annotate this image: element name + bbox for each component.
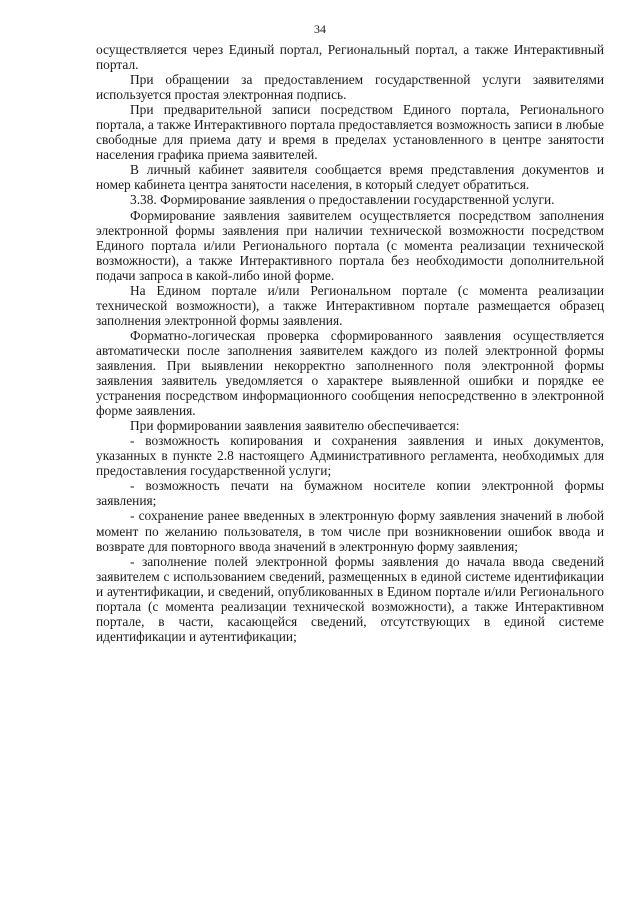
paragraph: Форматно-логическая проверка сформированного заявления осуществляется автоматически после заполнения заявителем каждого из полей электронной формы заявления. При выявлении некорректно заполненного поля электронной формы заявления заявитель уведомляется о характере выявленной ошибки и порядке ее устранения посредством информационного сообщения непосредственно в электронной форме заявления. <box>96 327 604 419</box>
list-item: - возможность копирования и сохранения заявления и иных документов, указанных в пункте 2.8 настоящего Административного регламента, необходимых для предоставления государственной услуги; <box>96 433 604 479</box>
list-item: - заполнение полей электронной формы заявления до начала ввода сведений заявителем с использованием сведений, размещенных в единой системе идентификации и аутентификации, и сведений, опубликованных в Едином портале и/или Регионального портала (с момента реализации технической возможности), а также Интерактивном портале, в части, касающейся сведений, отсутствующих в единой системе идентификации и аутентификации; <box>96 553 604 644</box>
paragraph: При формировании заявления заявителю обеспечивается: <box>130 418 460 434</box>
paragraph: В личный кабинет заявителя сообщается время представления документов и номер кабинета центра занятости населения, в который следует обратиться. <box>96 162 604 193</box>
paragraph: При предварительной записи посредством Единого портала, Регионального портала, а также Интерактивного портала предоставляется возможность записи в любые свободные для приема дату и время в пределах установленного в центре занятости населения графика приема заявителей. <box>96 102 604 163</box>
paragraph: На Едином портале и/или Региональном портале (с момента реализации технической возможности), а также Интерактивном портале размещается образец заполнения электронной формы заявления. <box>96 282 604 328</box>
body-text <box>96 42 604 644</box>
paragraph: осуществляется через Единый портал, Региональный портал, а также Интерактивный портал. <box>96 42 604 73</box>
paragraph: Формирование заявления заявителем осуществляется посредством заполнения электронной формы заявления при наличии технической возможности посредством Единого портала и/или Регионального портала (с момента реализации технической возможности), а также Интерактивного портала без необходимости дополнительной подачи запроса в какой-либо иной форме. <box>96 207 604 283</box>
page-number: 34 <box>314 22 326 36</box>
section-heading: 3.38. Формирование заявления о предоставлении государственной услуги. <box>130 192 555 208</box>
paragraph: При обращении за предоставлением государственной услуги заявителями используется простая электронная подпись. <box>96 72 604 103</box>
list-item: - возможность печати на бумажном носителе копии электронной формы заявления; <box>96 478 604 509</box>
list-item: - сохранение ранее введенных в электронную форму заявления значений в любой момент по желанию пользователя, в том числе при возникновении ошибок ввода и возврате для повторного ввода значений в электронную форму заявления; <box>96 508 604 554</box>
